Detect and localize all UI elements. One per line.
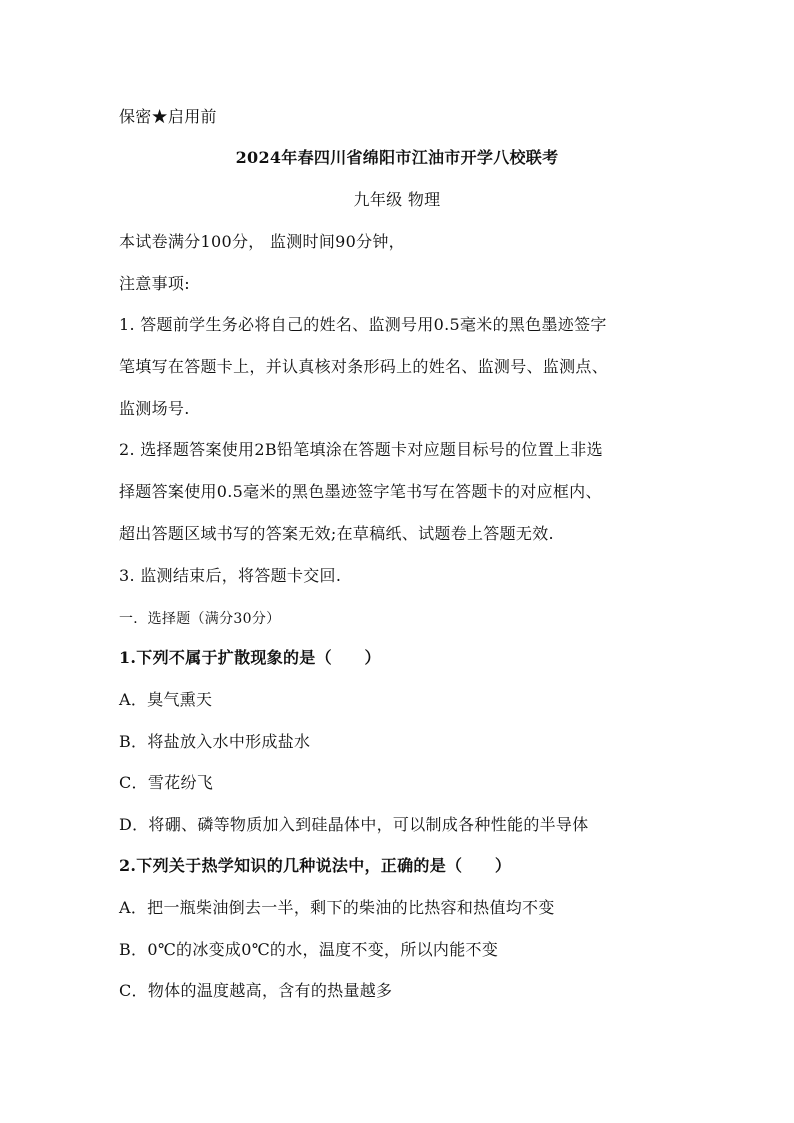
question-option: D．将硼、磷等物质加入到硅晶体中，可以制成各种性能的半导体 [119, 815, 589, 834]
notice-line: 监测场号. [119, 399, 190, 418]
notice-heading: 注意事项: [119, 274, 190, 293]
exam-title: 2024年春四川省绵阳市江油市开学八校联考 [235, 148, 559, 167]
question-stem: 1.下列不属于扩散现象的是（ ） [119, 648, 381, 667]
notice-line: 笔填写在答题卡上，并认真核对条形码上的姓名、监测号、监测点、 [119, 357, 609, 376]
notice-line: 择题答案使用0.5毫米的黑色墨迹签字笔书写在答题卡的对应框内、 [119, 482, 602, 501]
exam-subtitle: 九年级 物理 [353, 190, 441, 209]
notice-line: 3. 监测结束后，将答题卡交回. [119, 566, 342, 585]
section-heading: 一．选择题（满分30分） [119, 611, 281, 627]
question-option: A．把一瓶柴油倒去一半，剩下的柴油的比热容和热值均不变 [119, 898, 555, 917]
question-stem: 2.下列关于热学知识的几种说法中，正确的是（ ） [119, 856, 512, 875]
notice-line: 1. 答题前学生务必将自己的姓名、监测号用0.5毫米的黑色墨迹签字 [119, 315, 607, 334]
notice-line: 超出答题区域书写的答案无效;在草稿纸、试题卷上答题无效. [119, 524, 554, 543]
question-option: B．0℃的冰变成0℃的水，温度不变，所以内能不变 [119, 940, 499, 959]
notice-line: 2. 选择题答案使用2B铅笔填涂在答题卡对应题目标号的位置上非选 [119, 440, 603, 459]
question-option: A．臭气熏天 [119, 690, 213, 709]
question-option: C．雪花纷飞 [119, 773, 214, 792]
question-option: B．将盐放入水中形成盐水 [119, 732, 311, 751]
exam-meta: 本试卷满分100分， 监测时间90分钟， [119, 232, 405, 251]
question-option: C．物体的温度越高，含有的热量越多 [119, 981, 393, 1000]
secrecy-label: 保密★启用前 [119, 107, 217, 126]
